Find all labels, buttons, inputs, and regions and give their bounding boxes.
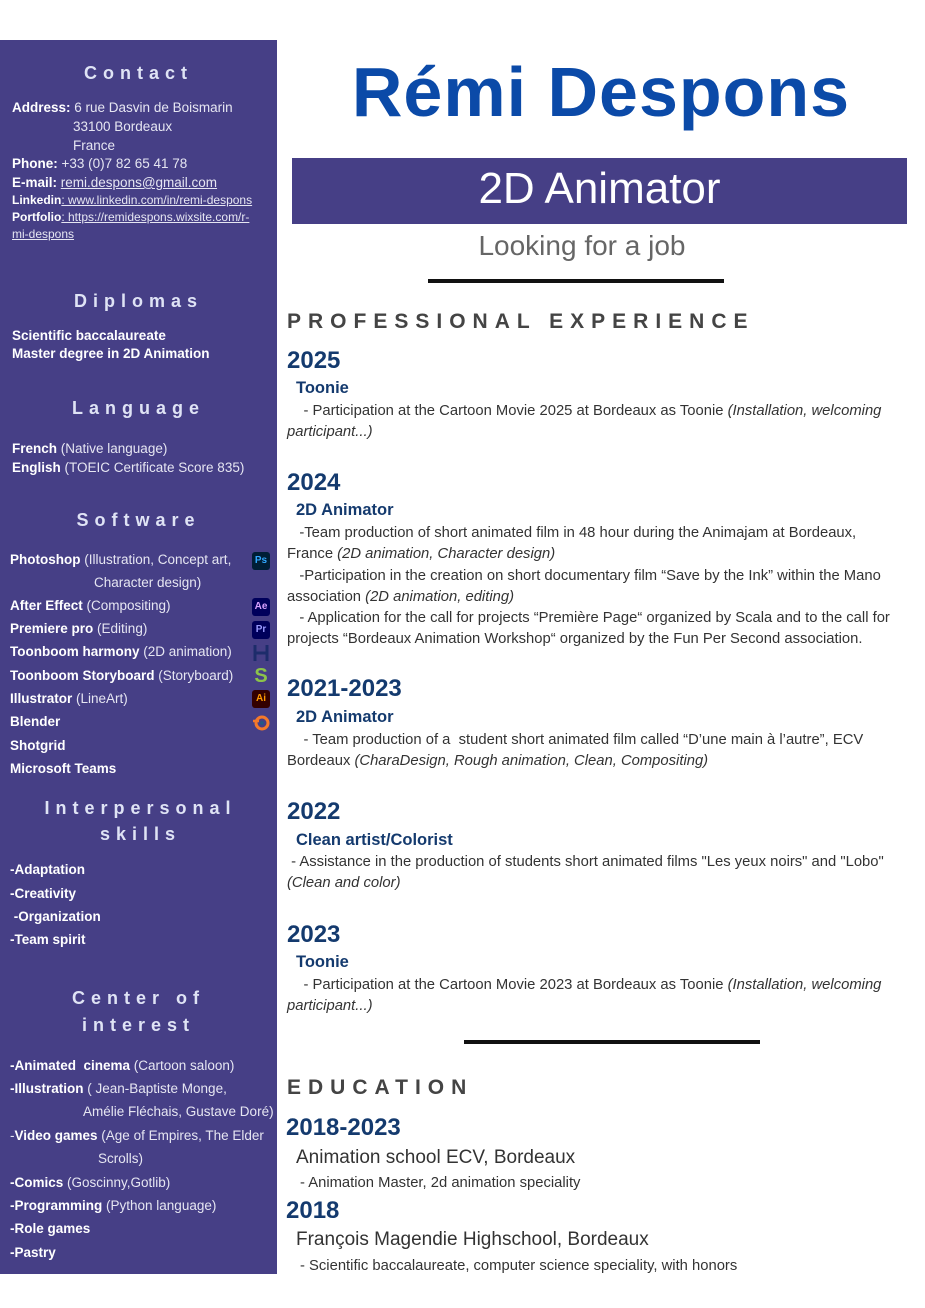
interpersonal-heading-line-2: skills — [99, 824, 182, 844]
experience-description: - Assistance in the production of students short animated films "Les yeux noirs" and "Lobo" — [287, 854, 884, 870]
address-line-1 — [12, 99, 233, 117]
experience-description — [287, 751, 925, 772]
interest-detail: (Python language) — [102, 1198, 217, 1213]
software-item — [10, 551, 231, 569]
software-detail: (2D animation) — [139, 644, 232, 659]
address-line-2: 33100 Bordeaux — [73, 119, 173, 134]
education-detail: - Animation Master, 2d animation speciality — [300, 1175, 581, 1191]
linkedin-label: Linkedin — [12, 193, 62, 207]
interest-item — [10, 1244, 56, 1262]
main-content — [277, 0, 925, 1308]
interest-detail-continued: Amélie Fléchais, Gustave Doré) — [83, 1104, 274, 1119]
education-detail: - Scientific baccalaureate, computer science speciality, with honors — [300, 1258, 738, 1274]
diploma-text: Master degree in 2D Animation — [12, 346, 210, 361]
email-label: E-mail: — [12, 175, 58, 190]
software-detail: (Compositing) — [82, 598, 171, 613]
experience-year: 2023 — [287, 921, 341, 948]
software-name: Microsoft Teams — [10, 761, 117, 776]
education-year: 2018 — [286, 1197, 340, 1224]
software-item — [10, 643, 232, 661]
language-detail: (TOEIC Certificate Score 835) — [60, 460, 245, 475]
experience-description: -Team production of short animated film in 48 hour during the Animajam at Bordeaux, — [287, 525, 857, 541]
experience-role: 2D Animator — [296, 708, 394, 726]
sidebar — [0, 40, 277, 1274]
software-item — [10, 597, 171, 615]
description-note: (Installation, welcoming — [727, 403, 882, 419]
interest-prefix: - — [10, 1128, 15, 1143]
software-detail: (LineArt) — [72, 691, 128, 706]
interest-detail-continued: Scrolls) — [98, 1151, 144, 1166]
experience-role: Toonie — [296, 953, 349, 971]
description-note: (CharaDesign, Rough animation, Clean, Compositing) — [354, 753, 709, 769]
software-item — [10, 690, 128, 708]
experience-description — [287, 401, 925, 422]
description-text: - Participation at the Cartoon Movie 2025 at Bordeaux as Toonie — [287, 403, 728, 419]
linkedin-line — [12, 191, 252, 209]
experience-description: projects “Bordeaux Animation Workshop“ organized by the Fun Per Second association. — [287, 631, 863, 647]
portfolio-line-2 — [12, 225, 74, 243]
photoshop-icon: Ps — [252, 552, 270, 570]
experience-description: -Participation in the creation on short documentary film “Save by the Ink” within the Mano — [287, 568, 881, 584]
software-name: Toonboom harmony — [10, 644, 140, 659]
interest-name: -Role games — [10, 1221, 91, 1236]
software-detail: (Illustration, Concept art, — [80, 552, 232, 567]
address-value: 6 rue Dasvin de Boismarin — [74, 100, 233, 115]
software-item — [10, 667, 233, 685]
description-note: (Installation, welcoming — [727, 977, 882, 993]
skill-item — [10, 861, 85, 879]
interest-detail: (Cartoon saloon) — [130, 1058, 235, 1073]
software-name: Premiere pro — [10, 621, 94, 636]
portfolio-link-continued[interactable]: mi-despons — [12, 227, 75, 241]
experience-description — [287, 996, 925, 1017]
experience-year: 2021-2023 — [287, 675, 402, 702]
toonboom-storyboard-icon: S — [254, 665, 268, 687]
interest-item — [10, 1127, 264, 1145]
language-heading: Language — [71, 398, 205, 418]
experience-role: 2D Animator — [296, 501, 394, 519]
skill-text: -Team spirit — [10, 932, 86, 947]
interest-item — [10, 1057, 234, 1075]
software-detail-continued: Character design) — [94, 575, 202, 590]
education-year: 2018-2023 — [286, 1114, 401, 1141]
description-text: - Participation at the Cartoon Movie 2023 at Bordeaux as Toonie — [287, 977, 728, 993]
diplomas-heading: Diplomas — [73, 291, 204, 311]
software-heading: Software — [76, 510, 201, 530]
diploma-text: Scientific baccalaureate — [12, 328, 166, 343]
interest-name: -Programming — [10, 1198, 103, 1213]
diploma-item — [12, 327, 166, 345]
language-name: French — [12, 441, 58, 456]
education-heading: EDUCATION — [287, 1076, 474, 1099]
portfolio-label: Portfolio — [12, 210, 62, 224]
experience-description — [287, 422, 925, 443]
description-text: France — [287, 546, 338, 562]
language-item — [12, 440, 167, 458]
interest-name: -Illustration — [10, 1081, 84, 1096]
experience-year: 2024 — [287, 469, 341, 496]
experience-role: Toonie — [296, 379, 349, 397]
interest-name: Video games — [14, 1128, 98, 1143]
person-name: Rémi Despons — [351, 53, 851, 131]
software-detail: (Storyboard) — [154, 668, 234, 683]
blender-icon — [252, 713, 270, 731]
description-note: (2D animation, Character design) — [337, 546, 556, 562]
interest-item — [10, 1080, 227, 1098]
phone-label: Phone: — [12, 156, 58, 171]
interest-item — [10, 1174, 170, 1192]
experience-heading: PROFESSIONAL EXPERIENCE — [287, 310, 755, 333]
skill-text: -Creativity — [10, 886, 77, 901]
interest-item — [10, 1197, 216, 1215]
language-detail: (Native language) — [57, 441, 168, 456]
skill-text: -Organization — [10, 909, 101, 924]
education-school: Animation school ECV, Bordeaux — [296, 1147, 576, 1168]
experience-description — [287, 873, 925, 894]
software-item — [10, 620, 147, 638]
software-item — [10, 760, 116, 778]
interest-detail: (Age of Empires, The Elder — [97, 1128, 264, 1143]
description-note: (2D animation, editing) — [365, 589, 515, 605]
language-item — [12, 459, 244, 477]
software-item — [10, 713, 60, 731]
description-note: participant...) — [287, 424, 373, 440]
experience-description: - Application for the call for projects “Première Page“ organized by Scala and to the call for — [287, 610, 890, 626]
diploma-item — [12, 345, 210, 363]
email-line — [12, 174, 217, 192]
software-item — [10, 737, 66, 755]
phone-line — [12, 155, 187, 173]
illustrator-icon: Ai — [252, 690, 270, 708]
address-line-3: France — [73, 138, 116, 153]
description-text: Bordeaux — [287, 753, 355, 769]
divider — [428, 279, 724, 283]
portfolio-line — [12, 208, 249, 226]
software-detail: (Editing) — [93, 621, 148, 636]
interest-heading-line-2: interest — [81, 1015, 196, 1035]
after-effects-icon: Ae — [252, 598, 270, 616]
job-title-banner: 2D Animator — [292, 158, 907, 224]
interest-name: -Animated cinema — [10, 1058, 131, 1073]
software-name: After Effect — [10, 598, 83, 613]
email-link[interactable]: remi.despons@gmail.com — [60, 175, 218, 190]
software-name: Shotgrid — [10, 738, 66, 753]
divider — [464, 1040, 760, 1044]
experience-description — [287, 975, 925, 996]
skill-item — [10, 931, 86, 949]
contact-heading: Contact — [84, 63, 193, 83]
experience-description: - Team production of a student short animated film called “D’une main à l’autre”, ECV — [287, 732, 864, 748]
language-name: English — [12, 460, 61, 475]
experience-year: 2022 — [287, 798, 341, 825]
education-school: François Magendie Highschool, Bordeaux — [296, 1229, 649, 1250]
premiere-pro-icon: Pr — [252, 621, 270, 639]
interest-item — [10, 1220, 90, 1238]
experience-description — [287, 587, 925, 608]
description-note: participant...) — [287, 998, 373, 1014]
phone-value: +33 (0)7 82 65 41 78 — [61, 156, 188, 171]
software-name: Toonboom Storyboard — [10, 668, 155, 683]
skill-item — [10, 908, 101, 926]
software-name: Illustrator — [10, 691, 73, 706]
skill-item — [10, 885, 76, 903]
portfolio-link[interactable]: : https://remidespons.wixsite.com/r- — [61, 210, 250, 224]
address-label: Address: — [12, 100, 71, 115]
description-text: association — [287, 589, 366, 605]
software-name: Blender — [10, 714, 61, 729]
interest-name: -Comics — [10, 1175, 64, 1190]
tagline: Looking for a job — [478, 230, 686, 261]
description-note: (Clean and color) — [287, 875, 401, 891]
skill-text: -Adaptation — [10, 862, 85, 877]
software-name: Photoshop — [10, 552, 81, 567]
linkedin-link[interactable]: : www.linkedin.com/in/remi-despons — [61, 193, 253, 207]
interpersonal-heading: Interpersonal — [44, 798, 237, 818]
interest-heading: Center of — [71, 988, 205, 1008]
experience-description — [287, 544, 925, 565]
interest-detail: ( Jean-Baptiste Monge, — [83, 1081, 227, 1096]
interest-detail: (Goscinny,Gotlib) — [63, 1175, 171, 1190]
interest-name: -Pastry — [10, 1245, 56, 1260]
experience-year: 2025 — [287, 347, 341, 374]
experience-role: Clean artist/Colorist — [296, 831, 453, 849]
toonboom-harmony-icon — [252, 644, 270, 662]
